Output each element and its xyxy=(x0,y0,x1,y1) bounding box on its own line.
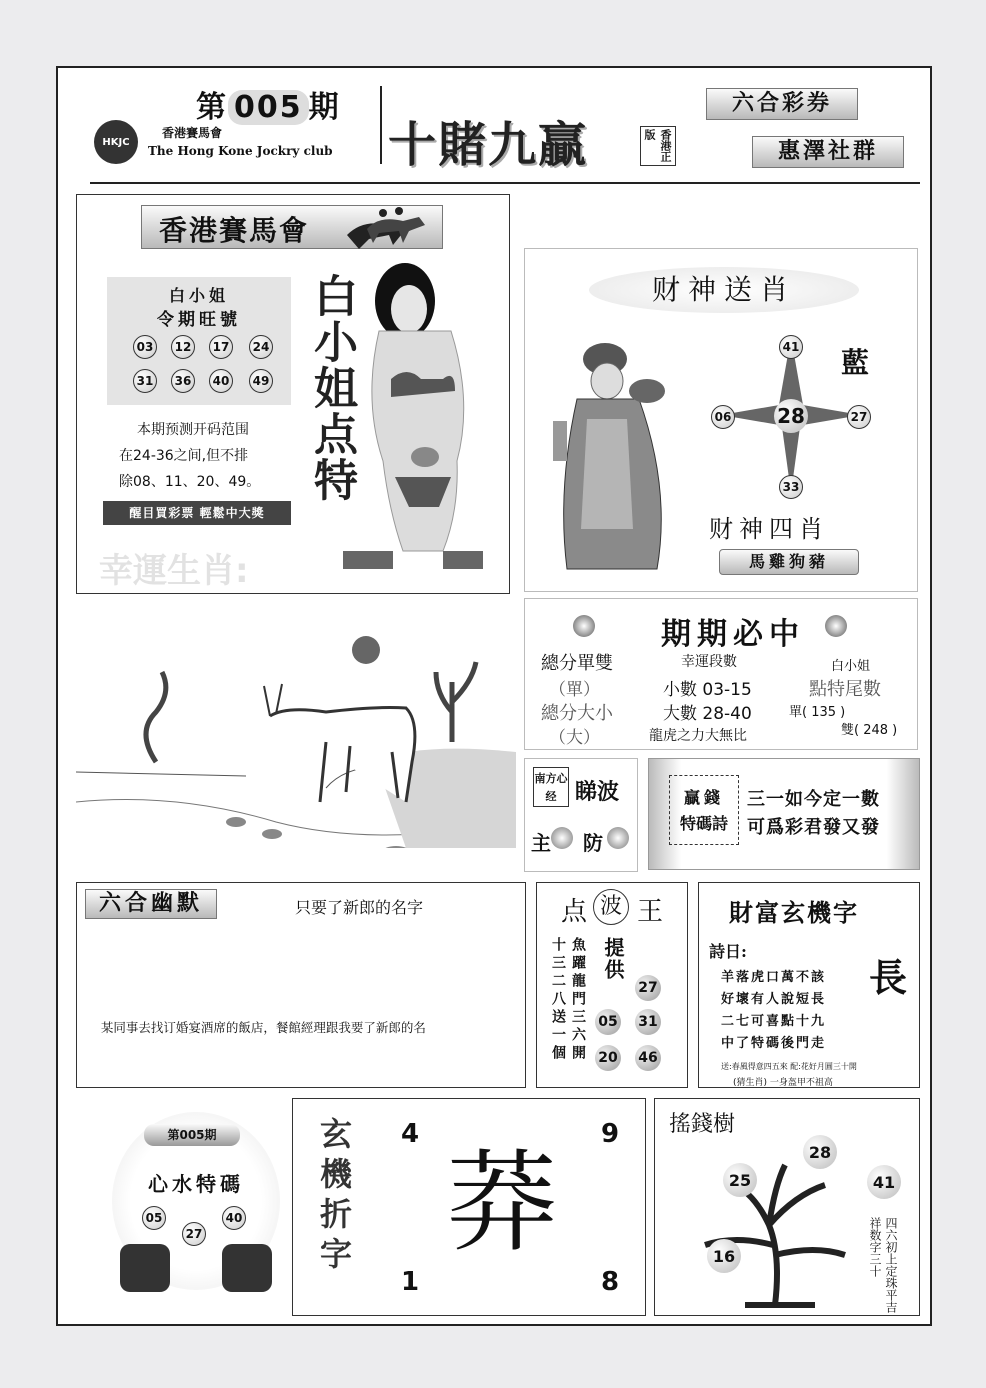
card-title-2: 令期旺號 xyxy=(157,310,241,330)
dianbo-column: 魚躍龍門三六開 xyxy=(570,937,586,1063)
humor-panel xyxy=(76,882,526,1088)
tree-number: 28 xyxy=(803,1135,837,1169)
qiqi-cell: 白小姐 xyxy=(831,659,871,674)
tree-panel xyxy=(654,1098,920,1316)
dianbo-panel xyxy=(536,882,688,1088)
caifu-poem xyxy=(721,967,826,1055)
lucky-number: 24 xyxy=(249,335,273,359)
header-rule xyxy=(90,182,920,184)
guard-ball-icon xyxy=(607,827,629,849)
caifu-note: 送:春風得意四五來 配:花好月圓三十開 xyxy=(721,1062,857,1071)
header-divider xyxy=(380,86,382,164)
xinshui-badge: 第005期 xyxy=(144,1124,240,1146)
landscape-illustration xyxy=(76,602,516,848)
caifu-line: 好壞有人說短長 xyxy=(721,992,827,1007)
humor-line: 某同事去找订婚宴酒席的飯店，餐館經理跟我要了新郎的名 xyxy=(89,1020,426,1035)
main-title: 十賭九贏 xyxy=(388,117,589,173)
dianbo-provide: 提供 xyxy=(601,937,625,981)
tree-title: 搖錢樹 xyxy=(669,1112,736,1137)
qiqi-cell: （大） xyxy=(549,728,600,748)
nanfang-title: 睇波 xyxy=(575,780,620,805)
caifu-poem-head: 詩日: xyxy=(709,942,747,961)
lucky-number: 40 xyxy=(209,369,233,393)
center-number: 28 xyxy=(774,399,808,433)
poem-label: 特碼詩 xyxy=(679,814,728,833)
caifu-title: 財富玄機字 xyxy=(729,899,859,927)
lucky-number: 12 xyxy=(171,335,195,359)
caifu-line: 羊落虎口萬不該 xyxy=(721,970,827,985)
logo-text: HKJC xyxy=(102,136,130,148)
color-word: 藍 xyxy=(841,346,870,379)
vertical-title: 白小姐点特 xyxy=(306,273,357,503)
tree-poem: 四六初上定珠平吉祥数字三十 xyxy=(868,1217,898,1313)
hkjc-logo-icon xyxy=(94,120,138,164)
humor-title: 六合幽默 xyxy=(85,889,217,919)
faded-lucky-zodiac: 幸運生肖: xyxy=(99,551,249,591)
ball-icon xyxy=(825,615,847,637)
slogan-banner: 醒目買彩票 輕鬆中大獎 xyxy=(103,501,291,525)
dianbo-number: 20 xyxy=(595,1045,621,1071)
xinshui-panel xyxy=(112,1102,280,1302)
caifu-line: 中了特碼後門走 xyxy=(721,1036,827,1051)
compass-number-right: 27 xyxy=(847,405,871,429)
caifu-big-char: 長 xyxy=(869,955,908,1000)
issue-suffix: 期 xyxy=(308,90,341,125)
humor-body xyxy=(89,933,517,1088)
caishen-figure xyxy=(547,329,687,583)
caishen-panel xyxy=(524,248,918,592)
lucky-number: 49 xyxy=(249,369,273,393)
card-title-1: 白小姐 xyxy=(168,286,229,305)
main-label: 主 xyxy=(531,831,551,855)
qiqi-cell: 總分單雙 xyxy=(541,653,613,674)
main-ball-icon xyxy=(551,827,573,849)
dianbo-number: 31 xyxy=(635,1009,661,1035)
dianbo-title: 点 xyxy=(561,897,588,927)
xuanji-big-char: 莽 xyxy=(447,1139,557,1267)
dianbo-column: 十三二八送一個 xyxy=(550,937,566,1063)
issue-prefix: 第 xyxy=(196,90,228,125)
qiqi-cell: 小數 03-15 xyxy=(663,680,752,700)
compass-number-left: 06 xyxy=(711,405,735,429)
xuanji-title: 玄機折字 xyxy=(315,1117,353,1277)
dianbo-title: 波 xyxy=(593,889,629,925)
corner-number-tl: 4 xyxy=(401,1119,420,1149)
caishen-subtitle: 财神四肖 xyxy=(709,515,829,543)
qiqi-cell: 龍虎之力大無比 xyxy=(649,728,747,744)
tree-number: 41 xyxy=(867,1165,901,1199)
caishen-title: 财神送肖 xyxy=(589,267,859,313)
guard-label: 防 xyxy=(583,831,603,855)
poem-label: 贏錢 xyxy=(683,788,724,807)
fist-left-icon xyxy=(120,1244,170,1292)
qiqi-panel xyxy=(524,598,918,750)
lucky-number: 31 xyxy=(133,369,157,393)
model-photo xyxy=(343,261,493,581)
caifu-panel xyxy=(698,882,920,1088)
lottery-sheet xyxy=(56,66,932,1326)
jockey-banner-text: 香港賽馬會 xyxy=(159,214,310,247)
genuine-stamp: 香港正版 xyxy=(640,126,676,166)
nanfang-badge: 南方心经 xyxy=(533,767,569,807)
poem-line: 可爲彩君發又發 xyxy=(747,817,880,838)
poem-panel xyxy=(648,758,920,870)
qiqi-cell: 總分大小 xyxy=(541,703,613,724)
compass-number-bottom: 33 xyxy=(779,475,803,499)
range-line: 本期预测开码范围 xyxy=(137,422,249,438)
club-name-cn: 香港賽馬會 xyxy=(162,126,223,140)
mark-six-tag: 六合彩券 xyxy=(706,88,858,120)
xinshui-number: 27 xyxy=(182,1222,206,1246)
corner-number-tr: 9 xyxy=(601,1119,620,1149)
caifu-note: (猜生肖) 一身盔甲不祖高 xyxy=(733,1078,833,1088)
dianbo-number: 46 xyxy=(635,1045,661,1071)
tree-number: 16 xyxy=(707,1239,741,1273)
caishen-zodiacs: 馬雞狗豬 xyxy=(719,549,859,575)
fist-right-icon xyxy=(222,1244,272,1292)
dianbo-title: 王 xyxy=(637,897,664,927)
qiqi-cell: 點特尾數 xyxy=(809,679,881,700)
xinshui-number: 40 xyxy=(222,1206,246,1230)
horse-racing-icon xyxy=(343,205,427,251)
humor-subtitle: 只要了新郎的名字 xyxy=(295,898,424,917)
xuanji-panel xyxy=(292,1098,646,1316)
xinshui-number: 05 xyxy=(142,1206,166,1230)
corner-number-bl: 1 xyxy=(401,1267,420,1297)
qiqi-cell: 雙( 248 ) xyxy=(841,723,898,738)
caifu-line: 二七可喜點十九 xyxy=(721,1014,827,1029)
issue-number xyxy=(196,82,341,126)
dianbo-number: 05 xyxy=(595,1009,621,1035)
lucky-number: 36 xyxy=(171,369,195,393)
xinshui-title: 心水特碼 xyxy=(148,1172,244,1196)
jockey-panel xyxy=(76,194,510,594)
nanfang-panel xyxy=(524,758,638,872)
range-text xyxy=(119,417,261,495)
compass-number-top: 41 xyxy=(779,335,803,359)
range-line: 除08、11、20、49。 xyxy=(119,474,261,490)
qiqi-cell: （單） xyxy=(549,680,600,700)
tree-number: 25 xyxy=(723,1163,757,1197)
qiqi-title: 期期必中 xyxy=(661,617,805,652)
lucky-number: 03 xyxy=(133,335,157,359)
corner-number-br: 8 xyxy=(601,1267,620,1297)
issue-value: 005 xyxy=(228,90,309,125)
lucky-number: 17 xyxy=(209,335,233,359)
range-line: 在24-36之间,但不排 xyxy=(119,448,249,464)
qiqi-cell: 大數 28-40 xyxy=(663,704,752,724)
qiqi-cell: 單( 135 ) xyxy=(789,705,846,720)
club-name-en: The Hong Kone Jockry club xyxy=(148,144,333,158)
qiqi-cell: 幸運段數 xyxy=(681,654,737,670)
ball-icon xyxy=(573,615,595,637)
money-tree-icon xyxy=(685,1155,865,1309)
dianbo-number: 27 xyxy=(635,975,661,1001)
poem-line: 三一如今定一數 xyxy=(747,789,880,810)
community-tag: 惠澤社群 xyxy=(752,136,904,168)
